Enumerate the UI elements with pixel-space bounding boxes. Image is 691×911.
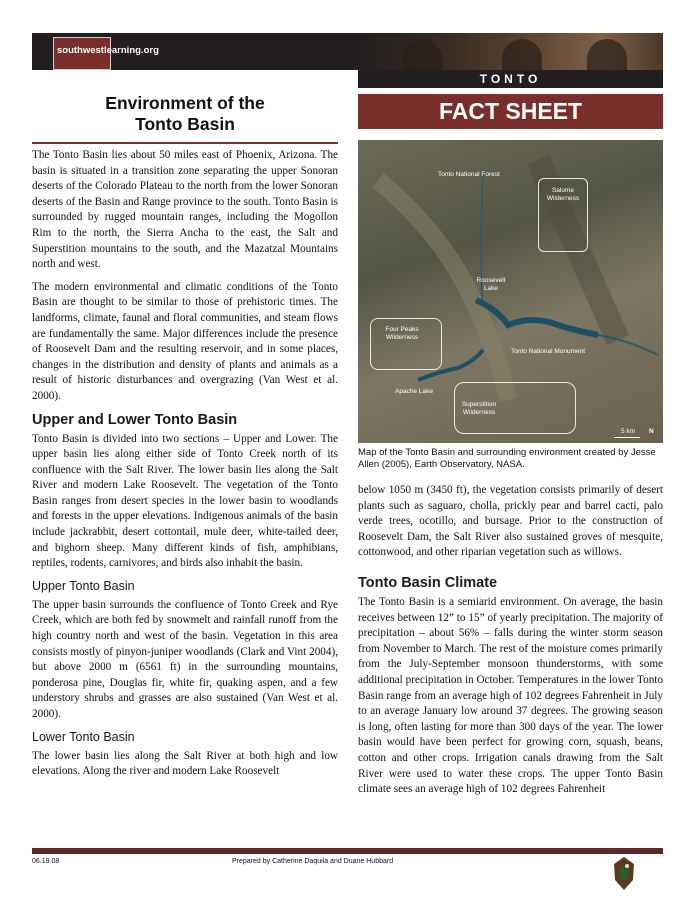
tonto-basin-map (358, 140, 663, 443)
right-column (358, 483, 663, 805)
map-label-superstition: Superstition Wilderness (461, 401, 497, 416)
page-title-line1: Environment of the (105, 93, 265, 113)
map-label-roosevelt-lake: Roosevelt Lake (476, 277, 506, 292)
climate-paragraph: The Tonto Basin is a semiarid environment. On average, the basin receives between 12” to 15” of yearly precipitation. The majority of precipitation – about 56% – falls during the winter storm season from November to March. The rest of the moisture comes primarily from the July-September monsoon thunderstorms, with some additional precipitation in October. Temperatures in the lower Tonto Basin range from an average high of 102 degrees Fahrenheit in July to an average January low around 37 degrees. The growing season is long, often lasting for more than 300 days of the year. The lower basin would have been perfect for growing corn, squash, beans, cotton and other crops. Irrigation canals drawing from the Salt River were used to water these crops. The upper Tonto Basin climate sees an average high of 102 degrees Fahrenheit (358, 595, 663, 796)
intro-paragraph-2: The modern environmental and climatic conditions of the Tonto Basin are thought to be similar to those of prehistoric times. The landforms, climate, faunal and floral communities, and steam flows are fundamentally the same. Major differences include the presence of Roosevelt Dam and the resulting reservoir, and in some places, changes in the distribution and density of plants and animals as a result of historic disturbances and overgrazing (Van West et al. 2000). (32, 280, 338, 402)
left-column (32, 148, 338, 787)
map-label-apache-lake: Apache Lake (395, 388, 433, 395)
map-label-salome: Salome Wilderness (546, 187, 580, 202)
heading-upper-basin: Upper Tonto Basin (32, 578, 135, 593)
page-title-line2: Tonto Basin (135, 114, 235, 134)
cliff-dwelling-photo (362, 33, 663, 70)
map-label-four-peaks: Four Peaks Wilderness (385, 326, 419, 341)
footer-date: 06.19.08 (32, 858, 60, 865)
title-divider (32, 142, 338, 144)
fact-sheet-badge: FACT SHEET (358, 94, 663, 129)
footer-divider (32, 848, 663, 854)
heading-lower-basin: Lower Tonto Basin (32, 729, 135, 744)
ruin-doorway (402, 39, 442, 70)
intro-paragraph-1: The Tonto Basin lies about 50 miles east of Phoenix, Arizona. The basin is situated in a transition zone separating the upper Sonoran deserts of the Colorado Plateau to the north from the lower Sonoran deserts of the Basin and Range province to the south. Tonto Basin is surrounded by rugged mountain ranges, including the Mogollon Rim to the north, the Sierra Ancha to the east, the Salt and Superstition mountains to the south, and the Mazatzal Mountains north and west. (32, 149, 338, 271)
north-arrow-icon: N (649, 428, 654, 435)
footer-credit: Prepared by Catherine Daquila and Duane Hubbard (232, 858, 394, 865)
page-title (32, 93, 338, 135)
lower-basin-paragraph: The lower basin lies along the Salt River at both high and low elevations. Along the river and modern Lake Roosevelt (32, 749, 338, 778)
ruin-doorway (502, 39, 542, 70)
map-scale-label: 5 km (621, 428, 636, 435)
upper-lower-paragraph: Tonto Basin is divided into two sections – Upper and Lower. The upper basin lies along either side of Tonto Creek north of its confluence with the Salt River. The lower basin lies along the Salt River and modern Lake Roosevelt. The vegetation of the Tonto Basin ranges from desert species in the lower basin to woodlands and forests in the upper elevations. Indigenous animals of the basin include jackrabbit, desert cottontail, mule deer, white-tailed deer, and bighorn sheep. Many different kinds of fish, amphibians, reptiles, rodents, carnivores, and birds also inhabit the basin. (32, 432, 338, 570)
section-label: TONTO (358, 70, 663, 88)
map-label-national-monument: Tonto National Monument (511, 348, 586, 355)
heading-climate: Tonto Basin Climate (358, 574, 498, 591)
heading-upper-lower: Upper and Lower Tonto Basin (32, 411, 238, 428)
header-banner (32, 33, 663, 70)
upper-basin-paragraph: The upper basin surrounds the confluence of Tonto Creek and Rye Creek, which are both fed by snowmelt and rainfall runoff from the high country north and west of the basin. Vegetation in this area consists mostly of pinyon-juniper woodlands (Clark and Vint 2004), but above 2000 m (6561 ft) in the surrounding mountains, ponderosa pine, Douglas fir, white fir, quaking aspen, and a few understory shrubs and grasses are also sustained (Van West et al. 2000). (32, 598, 338, 720)
map-caption: Map of the Tonto Basin and surrounding environment created by Jesse Allen (2005), Earth Observatory, NASA. (358, 447, 656, 470)
lower-basin-continued: below 1050 m (3450 ft), the vegetation consists primarily of desert plants such as saguaro, cholla, prickly pear and barrel cacti, palo verde trees, ocotillo, and bursage. Prior to the construction of Roosevelt Dam, the Salt River also sustained groves of mesquite, cottonwood, and other riparian vegetation such as willows. (358, 484, 663, 559)
map-scale-bar (614, 437, 640, 438)
nps-arrowhead-icon (612, 856, 636, 890)
ruin-doorway (587, 39, 627, 70)
map-label-national-forest: Tonto National Forest (438, 171, 500, 178)
site-logo-link[interactable]: southwestlearning.org (57, 45, 159, 56)
